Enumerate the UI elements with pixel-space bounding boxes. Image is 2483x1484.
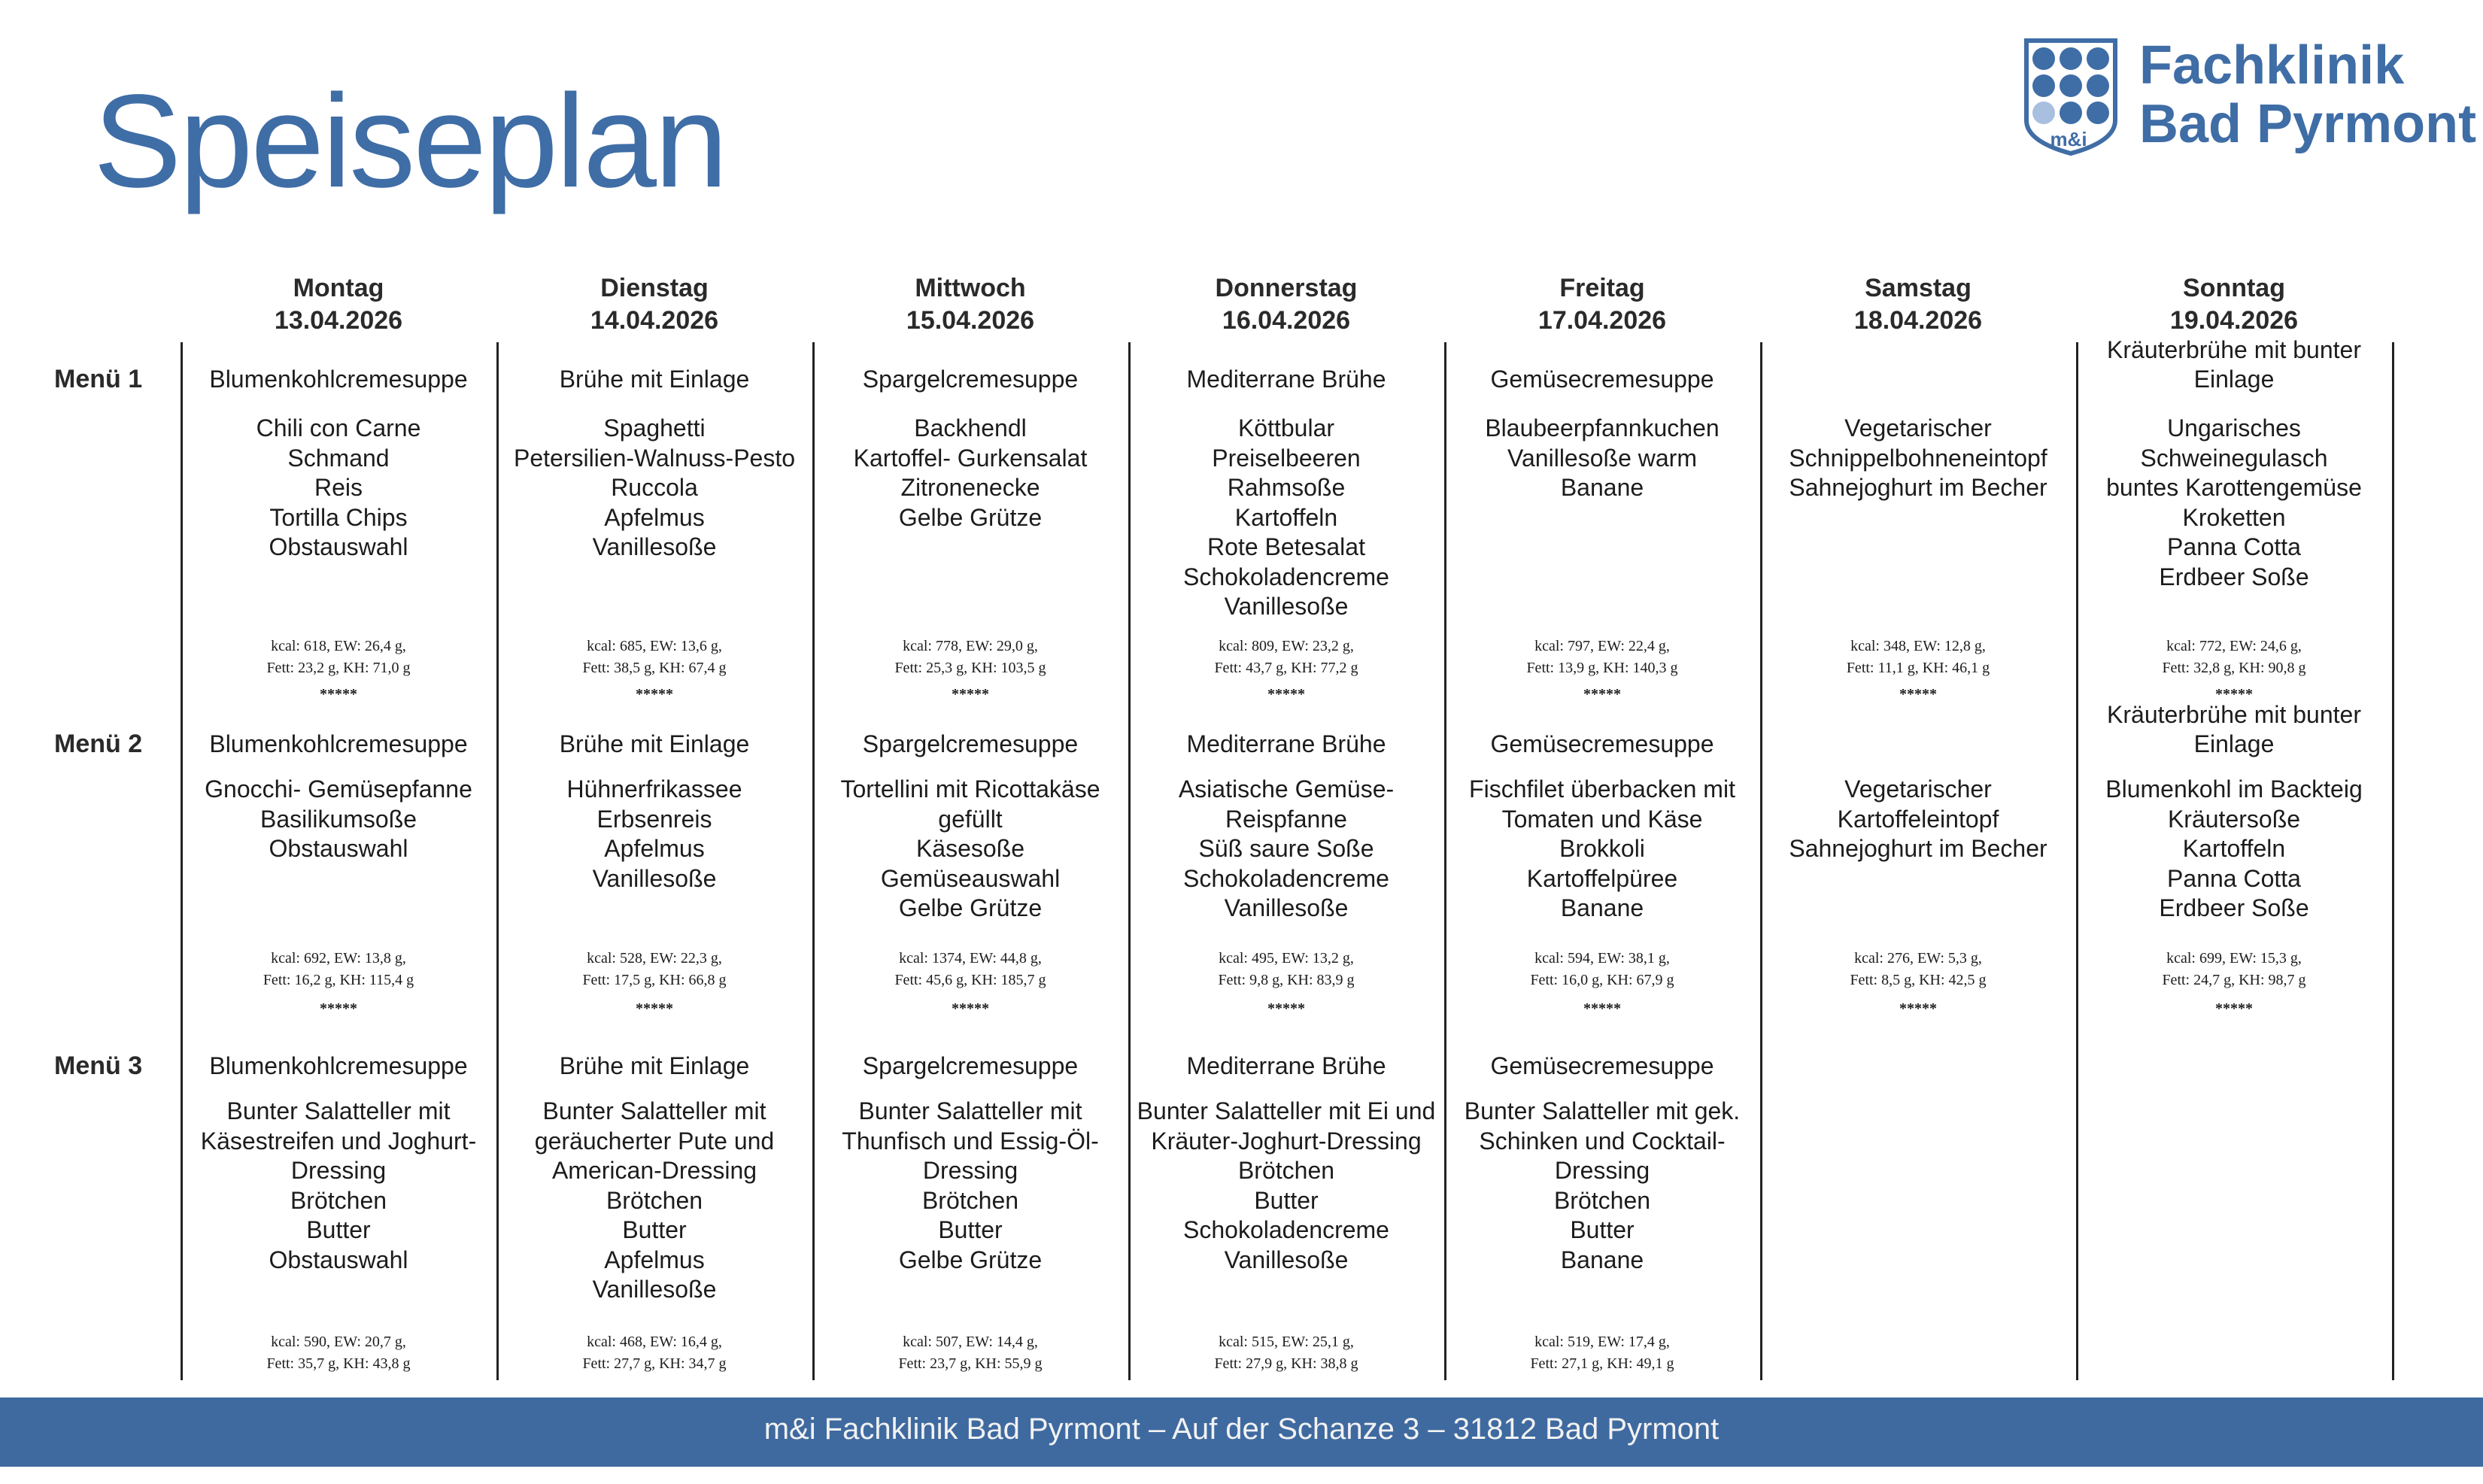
nutrition-info	[812, 1331, 1128, 1375]
dish-item: Apfelmus	[604, 503, 705, 531]
nutrition-line: Fett: 9,8 g, KH: 83,9 g	[1218, 972, 1355, 988]
soup-line: Einlage	[2193, 730, 2275, 757]
dish-item: Apfelmus	[604, 835, 705, 862]
soup-item	[496, 365, 812, 394]
dish-item: Süß saure Soße	[1198, 835, 1374, 862]
soup-line: Brühe mit Einlage	[559, 730, 750, 757]
soup-line: Gemüsecremesuppe	[1490, 366, 1714, 393]
dish-list	[1444, 1097, 1760, 1275]
nutrition-info	[2076, 636, 2392, 679]
dish-item: Vegetarischer	[1844, 414, 1992, 442]
nutrition-line: kcal: 778, EW: 29,0 g,	[903, 638, 1038, 654]
page-title: Speiseplan	[93, 68, 726, 215]
dish-item: geräucherter Pute und	[534, 1127, 775, 1155]
day-header	[181, 272, 496, 337]
nutrition-line: Fett: 45,6 g, KH: 185,7 g	[894, 972, 1046, 988]
menu-label: Menü 1	[54, 365, 143, 393]
dish-item: Kartoffel- Gurkensalat	[853, 444, 1088, 472]
soup-line: Mediterrane Brühe	[1186, 366, 1386, 393]
nutrition-line: Fett: 16,2 g, KH: 115,4 g	[263, 972, 414, 988]
dish-item: Banane	[1560, 1246, 1644, 1273]
nutrition-line: kcal: 507, EW: 14,4 g,	[903, 1334, 1038, 1350]
soup-item	[181, 365, 496, 394]
dish-item: Brötchen	[290, 1186, 387, 1214]
soup-line: Mediterrane Brühe	[1186, 730, 1386, 757]
soup-line: Einlage	[2193, 366, 2275, 393]
dish-list	[1128, 1097, 1444, 1275]
dish-item: Apfelmus	[604, 1246, 705, 1273]
dish-item: Brötchen	[606, 1186, 703, 1214]
soup-line: Gemüsecremesuppe	[1490, 730, 1714, 757]
dish-list	[1760, 775, 2076, 864]
rating-stars: *****	[2215, 686, 2253, 703]
day-name: Donnerstag	[1215, 274, 1358, 302]
dish-item: Dressing	[290, 1157, 387, 1184]
dish-item: Banane	[1560, 474, 1644, 501]
dish-item: Preiselbeeren	[1212, 444, 1361, 472]
dish-item: Tomaten und Käse	[1501, 805, 1703, 833]
soup-line: Blumenkohlcremesuppe	[209, 1052, 468, 1079]
dish-list	[2076, 414, 2392, 592]
nutrition-info	[181, 948, 496, 991]
day-date: 15.04.2026	[906, 306, 1035, 335]
dish-item: Kartoffeln	[2182, 835, 2286, 862]
soup-line: Spargelcremesuppe	[862, 1052, 1079, 1079]
dish-item: Sahnejoghurt im Becher	[1789, 835, 2047, 862]
rating-stars: *****	[320, 686, 357, 703]
dish-list	[496, 414, 812, 563]
soup-line: Blumenkohlcremesuppe	[209, 366, 468, 393]
dish-item: Zitronenecke	[900, 474, 1040, 501]
rating-stars: *****	[636, 1000, 673, 1017]
nutrition-info	[1444, 636, 1760, 679]
dish-list	[181, 414, 496, 563]
dish-item: Vanillesoße	[1224, 1246, 1349, 1273]
column-divider	[2392, 342, 2394, 1380]
rating-stars: *****	[320, 1000, 357, 1017]
dish-item: Hühnerfrikassee	[566, 775, 742, 803]
dish-item: Ruccola	[611, 474, 698, 501]
day-name: Samstag	[1865, 274, 1972, 302]
dish-item: Panna Cotta	[2167, 864, 2301, 892]
dish-list	[181, 1097, 496, 1275]
rating-stars: *****	[636, 686, 673, 703]
nutrition-info	[1128, 948, 1444, 991]
nutrition-info	[1760, 948, 2076, 991]
soup-item	[812, 365, 1128, 394]
dish-item: Kartoffeleintopf	[1837, 805, 1999, 833]
nutrition-info	[496, 636, 812, 679]
dish-item: Sahnejoghurt im Becher	[1789, 474, 2047, 501]
nutrition-line: kcal: 809, EW: 23,2 g,	[1219, 638, 1354, 654]
dish-item: buntes Karottengemüse	[2106, 474, 2362, 501]
day-name: Sonntag	[2183, 274, 2285, 302]
soup-item	[2076, 335, 2392, 394]
soup-item	[496, 730, 812, 759]
menu-label: Menü 3	[54, 1052, 143, 1080]
nutrition-line: kcal: 528, EW: 22,3 g,	[587, 950, 722, 967]
dish-item: Vanillesoße	[1224, 894, 1349, 921]
dish-item: Asiatische Gemüse-	[1178, 775, 1395, 803]
dish-item: Schokoladencreme	[1183, 1216, 1389, 1243]
dish-item: Bunter Salatteller mit	[226, 1097, 451, 1124]
dish-item: Kartoffelpüree	[1526, 864, 1678, 892]
dish-item: Rote Betesalat	[1207, 533, 1365, 560]
soup-line: Kräuterbrühe mit bunter	[2107, 336, 2361, 363]
dish-item: Bunter Salatteller mit gek.	[1464, 1097, 1741, 1124]
soup-item	[1444, 365, 1760, 394]
dish-item: Bunter Salatteller mit Ei und	[1137, 1097, 1436, 1124]
nutrition-line: kcal: 772, EW: 24,6 g,	[2166, 638, 2302, 654]
day-name: Montag	[293, 274, 384, 302]
nutrition-line: kcal: 468, EW: 16,4 g,	[587, 1334, 722, 1350]
nutrition-info	[1128, 636, 1444, 679]
rating-stars: *****	[1267, 686, 1305, 703]
nutrition-line: kcal: 519, EW: 17,4 g,	[1534, 1334, 1670, 1350]
dish-item: Schnippelbohneneintopf	[1789, 444, 2047, 472]
rating-stars: *****	[1267, 1000, 1305, 1017]
dish-item: Erdbeer Soße	[2159, 894, 2309, 921]
nutrition-line: Fett: 32,8 g, KH: 90,8 g	[2162, 660, 2306, 676]
nutrition-info	[812, 948, 1128, 991]
day-name: Mittwoch	[915, 274, 1026, 302]
dish-item: Banane	[1560, 894, 1644, 921]
soup-item	[1444, 730, 1760, 759]
nutrition-line: Fett: 8,5 g, KH: 42,5 g	[1850, 972, 1987, 988]
dish-item: Rahmsoße	[1227, 474, 1346, 501]
nutrition-line: kcal: 699, EW: 15,3 g,	[2166, 950, 2302, 967]
dish-item: Vegetarischer	[1844, 775, 1992, 803]
dish-item: Chili con Carne	[256, 414, 421, 442]
nutrition-info	[1444, 948, 1760, 991]
dish-item: Spaghetti	[603, 414, 706, 442]
rating-stars: *****	[1583, 686, 1621, 703]
dish-item: Basilikumsoße	[260, 805, 417, 833]
dish-list	[496, 775, 812, 894]
day-date: 14.04.2026	[590, 306, 719, 335]
nutrition-info	[496, 1331, 812, 1375]
nutrition-line: Fett: 23,7 g, KH: 55,9 g	[898, 1355, 1043, 1372]
nutrition-info	[181, 636, 496, 679]
nutrition-line: kcal: 685, EW: 13,6 g,	[587, 638, 722, 654]
dish-item: Käsestreifen und Joghurt-	[200, 1127, 477, 1155]
dish-list	[1128, 414, 1444, 622]
dish-item: Brötchen	[1237, 1157, 1335, 1184]
dish-list	[1128, 775, 1444, 924]
dish-item: Fischfilet überbacken mit	[1469, 775, 1735, 803]
nutrition-info	[812, 636, 1128, 679]
footer-address: m&i Fachklinik Bad Pyrmont – Auf der Schanze 3 – 31812 Bad Pyrmont	[763, 1413, 1720, 1446]
dish-item: Brokkoli	[1559, 835, 1645, 862]
nutrition-line: Fett: 27,9 g, KH: 38,8 g	[1214, 1355, 1358, 1372]
day-date: 17.04.2026	[1537, 306, 1667, 335]
clinic-logo-icon	[2022, 36, 2120, 156]
dish-item: Butter	[1570, 1216, 1635, 1243]
rating-stars: *****	[2215, 1000, 2253, 1017]
soup-item	[1128, 730, 1444, 759]
dish-list	[496, 1097, 812, 1305]
day-date: 19.04.2026	[2169, 306, 2299, 335]
soup-item	[181, 1052, 496, 1081]
nutrition-line: Fett: 11,1 g, KH: 46,1 g	[1846, 660, 1990, 676]
soup-item	[2076, 700, 2392, 759]
dish-item: Bunter Salatteller mit	[858, 1097, 1082, 1124]
dish-item: Kroketten	[2182, 503, 2286, 531]
soup-line: Kräuterbrühe mit bunter	[2107, 701, 2361, 728]
soup-item	[1128, 1052, 1444, 1081]
dish-item: Butter	[306, 1216, 371, 1243]
dish-item: Gelbe Grütze	[898, 894, 1043, 921]
dish-item: Kräutersoße	[2167, 805, 2301, 833]
soup-item	[812, 730, 1128, 759]
nutrition-line: kcal: 515, EW: 25,1 g,	[1219, 1334, 1354, 1350]
dish-item: Vanillesoße	[592, 864, 717, 892]
day-header	[2076, 272, 2392, 337]
day-name: Freitag	[1559, 274, 1645, 302]
logo-line-1: Fachklinik	[2139, 35, 2405, 96]
soup-line: Blumenkohlcremesuppe	[209, 730, 468, 757]
dish-item: Butter	[622, 1216, 687, 1243]
soup-line: Spargelcremesuppe	[862, 366, 1079, 393]
soup-item	[1444, 1052, 1760, 1081]
nutrition-line: kcal: 594, EW: 38,1 g,	[1534, 950, 1670, 967]
soup-item	[496, 1052, 812, 1081]
nutrition-line: kcal: 1374, EW: 44,8 g,	[899, 950, 1042, 967]
dish-item: Vanillesoße	[1224, 593, 1349, 620]
soup-line: Brühe mit Einlage	[559, 366, 750, 393]
soup-item	[812, 1052, 1128, 1081]
day-date: 18.04.2026	[1853, 306, 1983, 335]
rating-stars: *****	[952, 686, 989, 703]
day-header	[1760, 272, 2076, 337]
nutrition-line: kcal: 495, EW: 13,2 g,	[1219, 950, 1354, 967]
dish-item: Erbsenreis	[596, 805, 712, 833]
soup-line: Spargelcremesuppe	[862, 730, 1079, 757]
nutrition-line: kcal: 797, EW: 22,4 g,	[1534, 638, 1670, 654]
nutrition-line: Fett: 38,5 g, KH: 67,4 g	[582, 660, 727, 676]
nutrition-info	[181, 1331, 496, 1375]
dish-list	[1444, 775, 1760, 924]
nutrition-line: Fett: 23,2 g, KH: 71,0 g	[266, 660, 411, 676]
dish-item: Schweinegulasch	[2140, 444, 2328, 472]
nutrition-line: kcal: 348, EW: 12,8 g,	[1850, 638, 1986, 654]
nutrition-line: Fett: 43,7 g, KH: 77,2 g	[1214, 660, 1358, 676]
logo-mark-text: m&i	[2050, 128, 2087, 150]
nutrition-info	[1760, 636, 2076, 679]
dish-item: Köttbular	[1237, 414, 1335, 442]
dish-item: Obstauswahl	[269, 1246, 408, 1273]
dish-item: Schokoladencreme	[1183, 864, 1389, 892]
dish-item: Kräuter-Joghurt-Dressing	[1151, 1127, 1422, 1155]
nutrition-line: kcal: 692, EW: 13,8 g,	[271, 950, 406, 967]
dish-item: Vanillesoße	[592, 533, 717, 560]
clinic-logo	[2022, 35, 2477, 162]
nutrition-line: Fett: 35,7 g, KH: 43,8 g	[266, 1355, 411, 1372]
dish-item: Butter	[938, 1216, 1003, 1243]
nutrition-info	[1128, 1331, 1444, 1375]
nutrition-info	[2076, 948, 2392, 991]
dish-item: Brötchen	[921, 1186, 1019, 1214]
nutrition-info	[496, 948, 812, 991]
dish-item: Käsesoße	[915, 835, 1025, 862]
dish-item: Petersilien-Walnuss-Pesto	[513, 444, 796, 472]
soup-line: Gemüsecremesuppe	[1490, 1052, 1714, 1079]
dish-list	[812, 414, 1128, 533]
dish-item: Schokoladencreme	[1183, 563, 1389, 590]
nutrition-line: kcal: 276, EW: 5,3 g,	[1854, 950, 1982, 967]
dish-item: Tortellini mit Ricottakäse	[840, 775, 1100, 803]
dish-item: American-Dressing	[551, 1157, 757, 1184]
dish-list	[181, 775, 496, 864]
dish-item: Brötchen	[1553, 1186, 1651, 1214]
dish-item: Reispfanne	[1225, 805, 1347, 833]
soup-item	[181, 730, 496, 759]
menu-label: Menü 2	[54, 730, 143, 758]
dish-item: Obstauswahl	[269, 835, 408, 862]
rating-stars: *****	[1583, 1000, 1621, 1017]
dish-item: Erdbeer Soße	[2159, 563, 2309, 590]
dish-item: Blumenkohl im Backteig	[2105, 775, 2363, 803]
dish-item: gefüllt	[938, 805, 1003, 833]
day-header	[1444, 272, 1760, 337]
day-name: Dienstag	[600, 274, 709, 302]
soup-line: Mediterrane Brühe	[1186, 1052, 1386, 1079]
dish-item: Schinken und Cocktail-	[1479, 1127, 1726, 1155]
day-header	[496, 272, 812, 337]
day-date: 13.04.2026	[274, 306, 403, 335]
nutrition-line: Fett: 17,5 g, KH: 66,8 g	[582, 972, 727, 988]
dish-item: Dressing	[1554, 1157, 1650, 1184]
dish-list	[1444, 414, 1760, 503]
day-header	[812, 272, 1128, 337]
soup-item	[1128, 365, 1444, 394]
dish-item: Thunfisch und Essig-Öl-	[842, 1127, 1099, 1155]
dish-item: Ungarisches	[2167, 414, 2301, 442]
dish-list	[2076, 775, 2392, 924]
dish-item: Gelbe Grütze	[898, 1246, 1043, 1273]
day-date: 16.04.2026	[1222, 306, 1351, 335]
dish-list	[1760, 414, 2076, 503]
nutrition-line: Fett: 27,1 g, KH: 49,1 g	[1530, 1355, 1674, 1372]
rating-stars: *****	[1899, 1000, 1937, 1017]
dish-item: Dressing	[922, 1157, 1018, 1184]
rating-stars: *****	[1899, 686, 1937, 703]
nutrition-line: Fett: 24,7 g, KH: 98,7 g	[2162, 972, 2306, 988]
nutrition-line: kcal: 618, EW: 26,4 g,	[271, 638, 406, 654]
dish-list	[812, 1097, 1128, 1275]
nutrition-line: Fett: 13,9 g, KH: 140,3 g	[1526, 660, 1678, 676]
soup-line: Brühe mit Einlage	[559, 1052, 750, 1079]
rating-stars: *****	[952, 1000, 989, 1017]
nutrition-line: kcal: 590, EW: 20,7 g,	[271, 1334, 406, 1350]
dish-item: Gemüseauswahl	[880, 864, 1061, 892]
dish-item: Gelbe Grütze	[898, 503, 1043, 531]
dish-item: Tortilla Chips	[269, 503, 408, 531]
dish-item: Backhendl	[914, 414, 1027, 442]
dish-item: Vanillesoße	[592, 1276, 717, 1303]
dish-item: Gnocchi- Gemüsepfanne	[205, 775, 472, 803]
dish-item: Panna Cotta	[2167, 533, 2301, 560]
dish-item: Butter	[1254, 1186, 1319, 1214]
nutrition-line: Fett: 27,7 g, KH: 34,7 g	[582, 1355, 727, 1372]
dish-item: Blaubeerpfannkuchen	[1485, 414, 1720, 442]
dish-list	[812, 775, 1128, 924]
nutrition-line: Fett: 16,0 g, KH: 67,9 g	[1530, 972, 1674, 988]
dish-item: Schmand	[287, 444, 390, 472]
nutrition-info	[1444, 1331, 1760, 1375]
day-header	[1128, 272, 1444, 337]
dish-item: Obstauswahl	[269, 533, 408, 560]
dish-item: Kartoffeln	[1234, 503, 1338, 531]
dish-item: Bunter Salatteller mit	[542, 1097, 766, 1124]
logo-line-2: Bad Pyrmont	[2139, 94, 2477, 154]
dish-item: Reis	[314, 474, 363, 501]
nutrition-line: Fett: 25,3 g, KH: 103,5 g	[894, 660, 1046, 676]
dish-item: Vanillesoße warm	[1507, 444, 1697, 472]
logo-text	[2139, 36, 2476, 153]
